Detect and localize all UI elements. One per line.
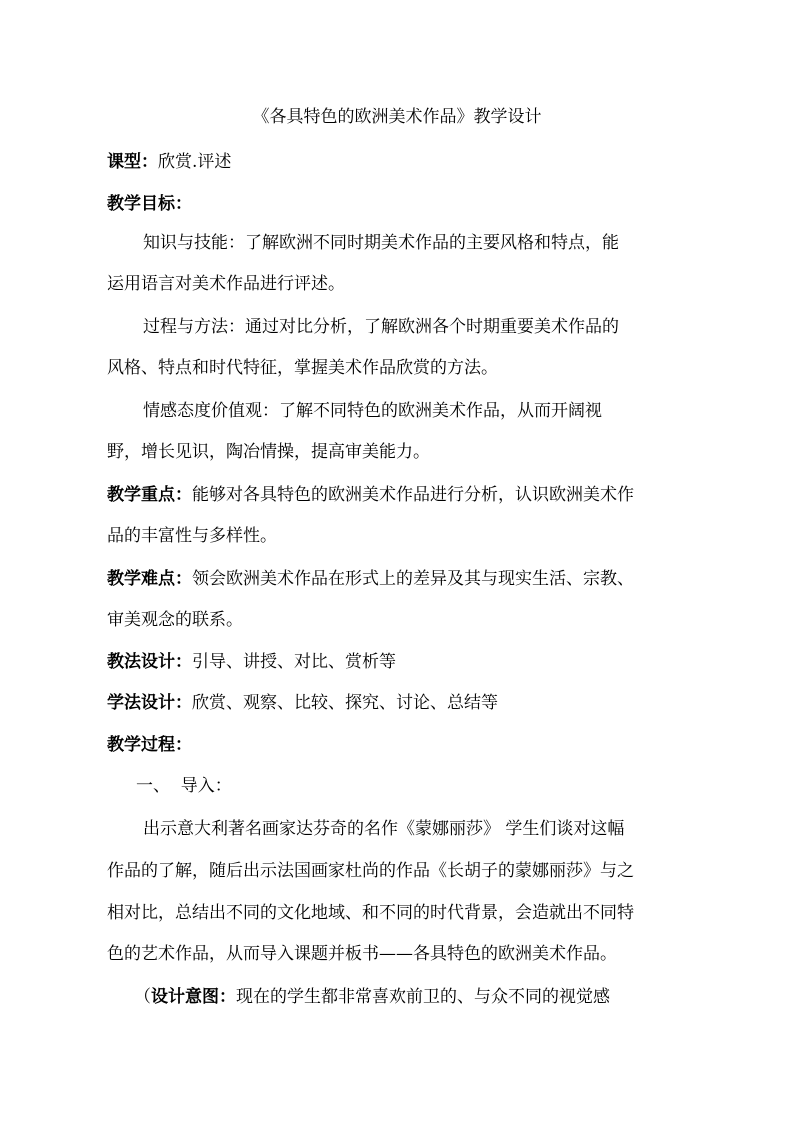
- lesson-type-label: 课型：: [107, 152, 158, 172]
- difficulties-text: 领会欧洲美术作品在形式上的差异及其与现实生活、宗教、: [192, 569, 634, 589]
- key-points-line2: 品的丰富性与多样性。: [107, 526, 277, 546]
- section-intro-heading: 一、 导入：: [136, 776, 232, 796]
- teaching-methods-line: [107, 651, 396, 673]
- objective-attitude-line2: 野，增长见识，陶冶情操，提高审美能力。: [107, 442, 430, 462]
- objective-knowledge-line1: 知识与技能：了解欧洲不同时期美术作品的主要风格和特点，能: [143, 233, 619, 253]
- lesson-type-line: [107, 151, 231, 173]
- intro-line-2: 作品的了解，随后出示法国画家杜尚的作品《长胡子的蒙娜丽莎》与之: [107, 861, 634, 881]
- teaching-methods-label: 教法设计：: [107, 652, 192, 672]
- process-heading: 教学过程：: [107, 735, 192, 755]
- lesson-type-value: 欣赏.评述: [158, 152, 232, 172]
- objectives-heading: 教学目标：: [107, 194, 192, 214]
- teaching-methods-value: 引导、讲授、对比、赏析等: [192, 652, 396, 672]
- learning-methods-value: 欣赏、观察、比较、探究、讨论、总结等: [192, 693, 498, 713]
- key-points-line1: [107, 484, 634, 506]
- intro-line-4: 色的艺术作品，从而导入课题并板书——各具特色的欧洲美术作品。: [107, 944, 617, 964]
- intro-line-1: 出示意大利著名画家达芬奇的名作《蒙娜丽莎》 学生们谈对这幅: [143, 819, 625, 839]
- intro-line-3: 相对比，总结出不同的文化地域、和不同的时代背景，会造就出不同特: [107, 903, 634, 923]
- difficulties-line1: [107, 568, 634, 590]
- difficulties-line2: 审美观念的联系。: [107, 610, 243, 630]
- difficulties-label: 教学难点：: [107, 569, 192, 589]
- design-intent-label: 设计意图：: [151, 987, 236, 1007]
- design-intent-text: 现在的学生都非常喜欢前卫的、与众不同的视觉感: [236, 987, 610, 1007]
- key-points-label: 教学重点：: [107, 485, 192, 505]
- learning-methods-line: [107, 692, 498, 714]
- design-intent-open-paren: （: [134, 987, 151, 1007]
- objective-attitude-line1: 情感态度价值观：了解不同特色的欧洲美术作品，从而开阔视: [143, 401, 602, 421]
- document-title: 《各具特色的欧洲美术作品》教学设计: [252, 107, 542, 127]
- objective-process-line1: 过程与方法：通过对比分析，了解欧洲各个时期重要美术作品的: [143, 317, 619, 337]
- objective-knowledge-line2: 运用语言对美术作品进行评述。: [107, 274, 345, 294]
- design-intent-line: [134, 986, 610, 1008]
- key-points-text: 能够对各具特色的欧洲美术作品进行分析，认识欧洲美术作: [192, 485, 634, 505]
- learning-methods-label: 学法设计：: [107, 693, 192, 713]
- objective-process-line2: 风格、特点和时代特征，掌握美术作品欣赏的方法。: [107, 358, 498, 378]
